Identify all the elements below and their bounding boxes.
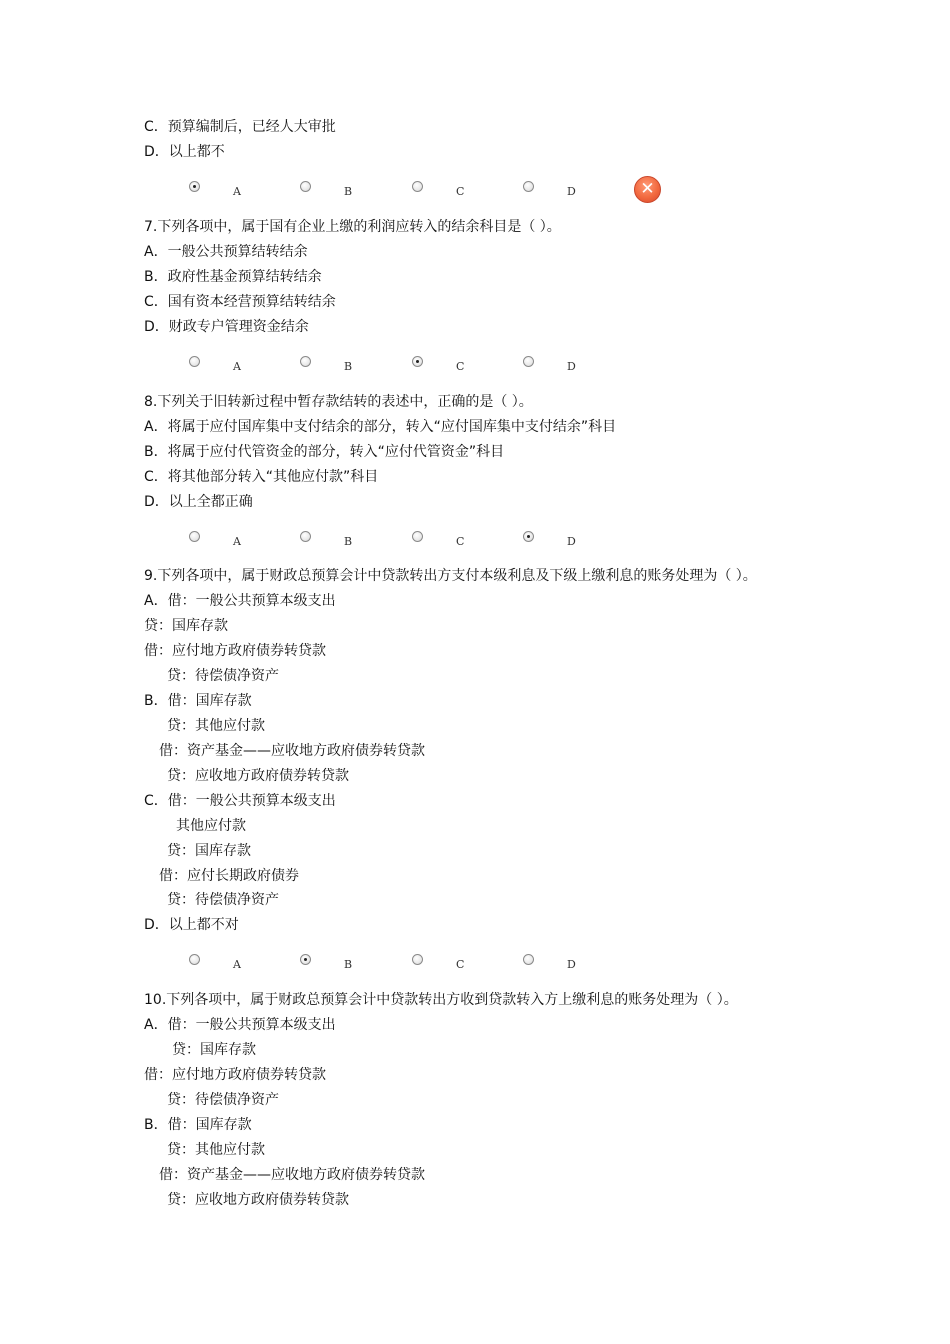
- q9-line: 贷：国库存款: [167, 843, 251, 859]
- radio-label-b: B: [344, 535, 353, 548]
- question-10-title: 10.下列各项中，属于财政总预算会计中贷款转出方收到贷款转入方上缴利息的账务处理为（ ）。: [144, 992, 738, 1008]
- radio-label-d: D: [567, 958, 576, 971]
- radio-label-a: A: [233, 360, 241, 373]
- radio-d[interactable]: [523, 356, 534, 367]
- q9-line: A．借：一般公共预算本级支出: [144, 593, 336, 609]
- radio-label-d: D: [567, 360, 576, 373]
- radio-label-a: A: [233, 958, 241, 971]
- radio-a[interactable]: [189, 356, 200, 367]
- q7-option-a: A．一般公共预算结转结余: [144, 244, 308, 260]
- q8-option-b: B．将属于应付代管资金的部分，转入“应付代管资金”科目: [144, 444, 505, 460]
- q9-line: 贷：其他应付款: [167, 718, 265, 734]
- q9-line: 借：应付长期政府债券: [159, 868, 299, 884]
- q10-line: 借：资产基金——应收地方政府债券转贷款: [159, 1167, 425, 1183]
- radio-c[interactable]: [412, 181, 423, 192]
- q10-line: 贷：应收地方政府债券转贷款: [167, 1192, 349, 1208]
- q7-option-d: D．财政专户管理资金结余: [144, 319, 309, 335]
- radio-label-c: C: [456, 185, 465, 198]
- q8-option-a: A．将属于应付国库集中支付结余的部分，转入“应付国库集中支付结余”科目: [144, 419, 617, 435]
- radio-label-c: C: [456, 360, 465, 373]
- answer-row-q8: [0, 526, 950, 554]
- radio-c[interactable]: [412, 531, 423, 542]
- radio-a[interactable]: [189, 954, 200, 965]
- answer-row-q7: [0, 351, 950, 379]
- radio-label-d: D: [567, 185, 576, 198]
- q9-line: 借：资产基金——应收地方政府债券转贷款: [159, 743, 425, 759]
- radio-d[interactable]: [523, 531, 534, 542]
- radio-c[interactable]: [412, 954, 423, 965]
- answer-row-q6: [0, 176, 950, 204]
- question-7-title: 7.下列各项中，属于国有企业上缴的利润应转入的结余科目是（ ）。: [144, 219, 561, 235]
- radio-label-d: D: [567, 535, 576, 548]
- q10-line: 贷：国库存款: [172, 1042, 256, 1058]
- close-x-icon: ✕: [634, 176, 661, 203]
- radio-b[interactable]: [300, 531, 311, 542]
- radio-d[interactable]: [523, 181, 534, 192]
- radio-d[interactable]: [523, 954, 534, 965]
- question-8-title: 8.下列关于旧转新过程中暂存款结转的表述中，正确的是（ ）。: [144, 394, 533, 410]
- q9-line: C．借：一般公共预算本级支出: [144, 793, 336, 809]
- q10-line: 贷：待偿债净资产: [167, 1092, 279, 1108]
- radio-b[interactable]: [300, 356, 311, 367]
- radio-b[interactable]: [300, 181, 311, 192]
- answer-row-q9: [0, 949, 950, 977]
- radio-label-a: A: [233, 535, 241, 548]
- question-9-title: 9.下列各项中，属于财政总预算会计中贷款转出方支付本级利息及下级上缴利息的账务处理为（ ）。: [144, 568, 757, 584]
- q9-line: 贷：应收地方政府债券转贷款: [167, 768, 349, 784]
- radio-label-b: B: [344, 360, 353, 373]
- radio-label-c: C: [456, 958, 465, 971]
- radio-label-b: B: [344, 185, 353, 198]
- q9-line: D．以上都不对: [144, 917, 239, 933]
- q9-line: 贷：待偿债净资产: [167, 668, 279, 684]
- option-d-text: D．以上都不: [144, 144, 225, 160]
- radio-label-a: A: [233, 185, 241, 198]
- q9-line: 其他应付款: [176, 818, 246, 834]
- option-c-text: C．预算编制后，已经人大审批: [144, 119, 336, 135]
- q10-line: A．借：一般公共预算本级支出: [144, 1017, 336, 1033]
- q7-option-b: B．政府性基金预算结转结余: [144, 269, 322, 285]
- q10-line: 借：应付地方政府债券转贷款: [144, 1067, 326, 1083]
- q10-line: 贷：其他应付款: [167, 1142, 265, 1158]
- radio-label-b: B: [344, 958, 353, 971]
- radio-a[interactable]: [189, 181, 200, 192]
- radio-c[interactable]: [412, 356, 423, 367]
- radio-a[interactable]: [189, 531, 200, 542]
- q8-option-c: C．将其他部分转入“其他应付款”科目: [144, 469, 379, 485]
- q7-option-c: C．国有资本经营预算结转结余: [144, 294, 336, 310]
- q9-line: 贷：国库存款: [144, 618, 228, 634]
- q9-line: B．借：国库存款: [144, 693, 252, 709]
- radio-label-c: C: [456, 535, 465, 548]
- q8-option-d: D．以上全都正确: [144, 494, 253, 510]
- q10-line: B．借：国库存款: [144, 1117, 252, 1133]
- q9-line: 贷：待偿债净资产: [167, 892, 279, 908]
- radio-b[interactable]: [300, 954, 311, 965]
- q9-line: 借：应付地方政府债券转贷款: [144, 643, 326, 659]
